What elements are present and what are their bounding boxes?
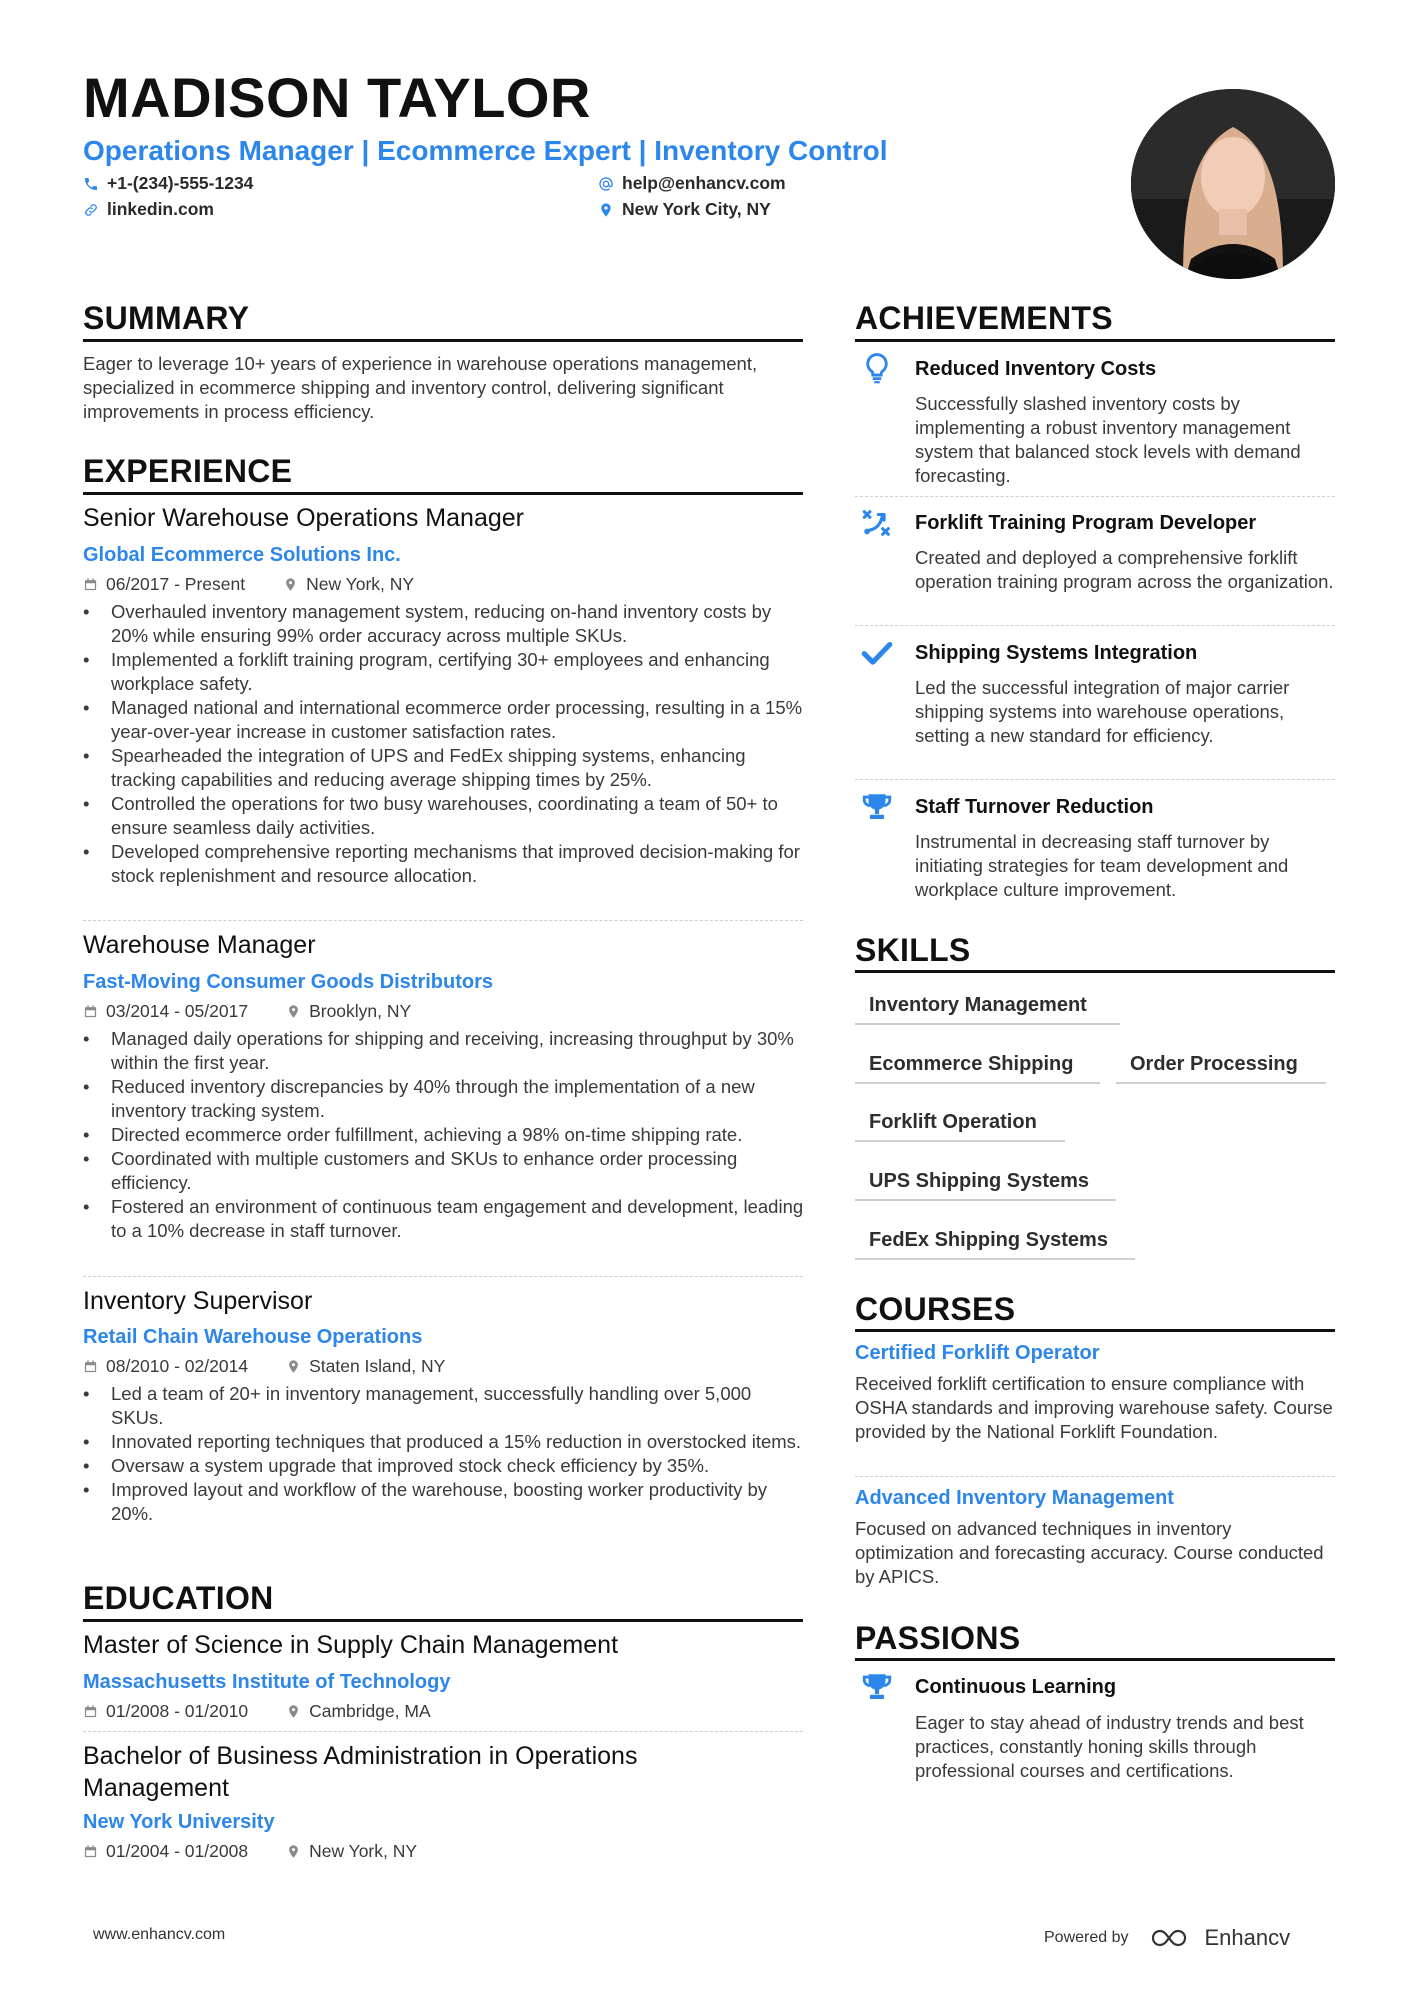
skill-underline xyxy=(855,1199,1116,1201)
achievement-title: Staff Turnover Reduction xyxy=(915,796,1154,818)
list-item: • Managed national and international ecommerce order processing, resulting in a 15% year-over-year increase in customer satisfaction rates. xyxy=(83,696,808,744)
powered-by-label: Powered by xyxy=(1044,1929,1129,1946)
list-item: • Spearheaded the integration of UPS and FedEx shipping systems, enhancing tracking capabilities and reducing average shipping times by 25%. xyxy=(83,744,808,792)
map-pin-icon xyxy=(286,1844,301,1859)
education-location: Cambridge, MA xyxy=(309,1701,431,1721)
footer-branding xyxy=(1044,1925,1290,1951)
achievement-text: Led the successful integration of major carrier shipping systems into warehouse operations, setting a new standard for efficiency. xyxy=(915,677,1290,746)
at-sign-icon xyxy=(598,176,614,192)
achievement-title: Shipping Systems Integration xyxy=(915,642,1198,664)
contact-location xyxy=(598,201,771,219)
footer-website[interactable]: www.enhancv.com xyxy=(93,1926,226,1943)
courses-rule xyxy=(855,1329,1335,1332)
job-meta xyxy=(83,1003,411,1021)
job-bullets xyxy=(83,600,808,888)
education-school: New York University xyxy=(83,1811,275,1833)
skill-underline xyxy=(855,1023,1120,1025)
education-dates: 01/2008 - 01/2010 xyxy=(106,1701,249,1721)
calendar-icon xyxy=(83,1004,98,1019)
course-text: Focused on advanced techniques in inventory optimization and forecasting accuracy. Course conducted by APICS. xyxy=(855,1518,1324,1587)
checkmark-icon xyxy=(860,636,894,670)
map-pin-icon xyxy=(286,1359,301,1374)
skill-tag: Ecommerce Shipping xyxy=(869,1053,1074,1075)
course-title: Certified Forklift Operator xyxy=(855,1342,1100,1364)
summary-text: Eager to leverage 10+ years of experience in warehouse operations management, specialized in ecommerce shipping and inventory control, delivering significant improvements in process efficiency. xyxy=(83,353,758,422)
course-title: Advanced Inventory Management xyxy=(855,1487,1174,1509)
linkedin-text[interactable]: linkedin.com xyxy=(107,199,214,219)
achievement-title: Reduced Inventory Costs xyxy=(915,358,1157,380)
education-meta xyxy=(83,1703,431,1721)
divider xyxy=(855,625,1335,626)
divider xyxy=(83,1731,803,1732)
job-dates: 08/2010 - 02/2014 xyxy=(106,1356,249,1376)
strategy-icon xyxy=(860,506,894,540)
portrait-illustration xyxy=(1131,89,1335,279)
education-heading: EDUCATION xyxy=(83,1580,274,1616)
job-meta xyxy=(83,1358,445,1376)
lightbulb-icon xyxy=(860,351,894,385)
achievement-text: Successfully slashed inventory costs by implementing a robust inventory management system that balanced stock levels with demand forecasting. xyxy=(915,393,1301,486)
profile-photo xyxy=(1131,89,1335,279)
divider xyxy=(855,496,1335,497)
list-item: • Implemented a forklift training program, certifying 30+ employees and enhancing workplace safety. xyxy=(83,648,808,696)
job-dates: 06/2017 - Present xyxy=(106,574,246,594)
map-pin-icon xyxy=(283,577,298,592)
list-item: • Managed daily operations for shipping and receiving, increasing throughput by 30% within the first year. xyxy=(83,1027,808,1075)
list-item: • Coordinated with multiple customers and SKUs to enhance order processing efficiency. xyxy=(83,1147,808,1195)
courses-heading: COURSES xyxy=(855,1291,1016,1327)
list-item: • Fostered an environment of continuous team engagement and development, leading to a 10% decrease in staff turnover. xyxy=(83,1195,808,1243)
calendar-icon xyxy=(83,1359,98,1374)
summary-rule xyxy=(83,339,803,342)
experience-rule xyxy=(83,492,803,495)
contact-phone xyxy=(83,175,253,193)
phone-icon xyxy=(83,176,99,192)
calendar-icon xyxy=(83,1844,98,1859)
enhancv-logo-text: Enhancv xyxy=(1204,1925,1291,1950)
achievement-title: Forklift Training Program Developer xyxy=(915,512,1257,534)
list-item: • Controlled the operations for two busy warehouses, coordinating a team of 50+ to ensure seamless daily activities. xyxy=(83,792,808,840)
list-item: • Oversaw a system upgrade that improved stock check efficiency by 35%. xyxy=(83,1454,808,1478)
job-location: Staten Island, NY xyxy=(309,1356,446,1376)
skill-underline xyxy=(855,1140,1065,1142)
education-location: New York, NY xyxy=(309,1841,418,1861)
trophy-icon xyxy=(860,790,894,824)
list-item: • Innovated reporting techniques that produced a 15% reduction in overstocked items. xyxy=(83,1430,808,1454)
job-bullets xyxy=(83,1027,808,1243)
achievement-text: Created and deployed a comprehensive forklift operation training program across the organization. xyxy=(915,547,1334,592)
education-dates: 01/2004 - 01/2008 xyxy=(106,1841,249,1861)
candidate-name: MADISON TAYLOR xyxy=(83,66,591,129)
list-item: • Overhauled inventory management system, reducing on-hand inventory costs by 20% while ensuring 99% order accuracy across multiple SKUs. xyxy=(83,600,808,648)
list-item: • Reduced inventory discrepancies by 40% through the implementation of a new inventory tracking system. xyxy=(83,1075,808,1123)
education-school: Massachusetts Institute of Technology xyxy=(83,1671,451,1693)
passion-title: Continuous Learning xyxy=(915,1676,1117,1698)
contact-linkedin xyxy=(83,201,214,219)
job-role: Inventory Supervisor xyxy=(83,1287,313,1315)
map-pin-icon xyxy=(286,1004,301,1019)
achievements-rule xyxy=(855,339,1335,342)
enhancv-logo-icon xyxy=(1149,1927,1197,1949)
summary-heading: SUMMARY xyxy=(83,300,250,336)
list-item: • Led a team of 20+ in inventory management, successfully handling over 5,000 SKUs. xyxy=(83,1382,808,1430)
headline: Operations Manager | Ecommerce Expert | Inventory Control xyxy=(83,135,888,166)
list-item: • Improved layout and workflow of the warehouse, boosting worker productivity by 20%. xyxy=(83,1478,808,1526)
calendar-icon xyxy=(83,1704,98,1719)
email-text[interactable]: help@enhancv.com xyxy=(622,173,786,193)
education-degree: Bachelor of Business Administration in Operations Management xyxy=(83,1742,638,1802)
skill-tag: Inventory Management xyxy=(869,994,1087,1016)
calendar-icon xyxy=(83,577,98,592)
skill-tag: Forklift Operation xyxy=(869,1111,1037,1133)
divider xyxy=(855,779,1335,780)
job-role: Warehouse Manager xyxy=(83,931,316,959)
map-pin-icon xyxy=(598,202,614,218)
contact-email xyxy=(598,175,786,193)
education-degree: Master of Science in Supply Chain Management xyxy=(83,1631,619,1659)
job-bullets xyxy=(83,1382,808,1526)
divider xyxy=(83,1276,803,1277)
job-company: Global Ecommerce Solutions Inc. xyxy=(83,544,401,566)
enhancv-logo[interactable] xyxy=(1149,1925,1291,1951)
passions-heading: PASSIONS xyxy=(855,1620,1021,1656)
skills-rule xyxy=(855,970,1335,973)
location-text: New York City, NY xyxy=(622,199,771,219)
link-icon xyxy=(83,202,99,218)
education-meta xyxy=(83,1843,417,1861)
experience-heading: EXPERIENCE xyxy=(83,453,293,489)
skill-underline xyxy=(1116,1082,1326,1084)
skill-underline xyxy=(855,1082,1100,1084)
job-company: Fast-Moving Consumer Goods Distributors xyxy=(83,971,494,993)
passions-rule xyxy=(855,1658,1335,1661)
achievements-heading: ACHIEVEMENTS xyxy=(855,300,1113,336)
job-dates: 03/2014 - 05/2017 xyxy=(106,1001,249,1021)
achievement-text: Instrumental in decreasing staff turnover by initiating strategies for team development and workplace culture improvement. xyxy=(915,831,1289,900)
education-rule xyxy=(83,1619,803,1622)
list-item: • Developed comprehensive reporting mechanisms that improved decision-making for stock replenishment and resource allocation. xyxy=(83,840,808,888)
divider xyxy=(83,920,803,921)
passion-text: Eager to stay ahead of industry trends and best practices, constantly honing skills through professional courses and certifications. xyxy=(915,1712,1304,1781)
job-company: Retail Chain Warehouse Operations xyxy=(83,1326,423,1348)
job-meta xyxy=(83,576,414,594)
job-location: Brooklyn, NY xyxy=(309,1001,412,1021)
skill-tag: Order Processing xyxy=(1130,1053,1298,1075)
divider xyxy=(855,1476,1335,1477)
job-location: New York, NY xyxy=(306,574,415,594)
course-text: Received forklift certification to ensure compliance with OSHA standards and improving warehouse safety. Course provided by the National Forklift Foundation. xyxy=(855,1373,1333,1442)
phone-text: +1-(234)-555-1234 xyxy=(107,173,254,193)
job-role: Senior Warehouse Operations Manager xyxy=(83,504,524,532)
trophy-icon xyxy=(860,1670,894,1704)
skill-tag: UPS Shipping Systems xyxy=(869,1170,1090,1192)
list-item: • Directed ecommerce order fulfillment, achieving a 98% on-time shipping rate. xyxy=(83,1123,808,1147)
skill-tag: FedEx Shipping Systems xyxy=(869,1229,1108,1251)
map-pin-icon xyxy=(286,1704,301,1719)
skill-underline xyxy=(855,1258,1135,1260)
skills-heading: SKILLS xyxy=(855,932,971,968)
